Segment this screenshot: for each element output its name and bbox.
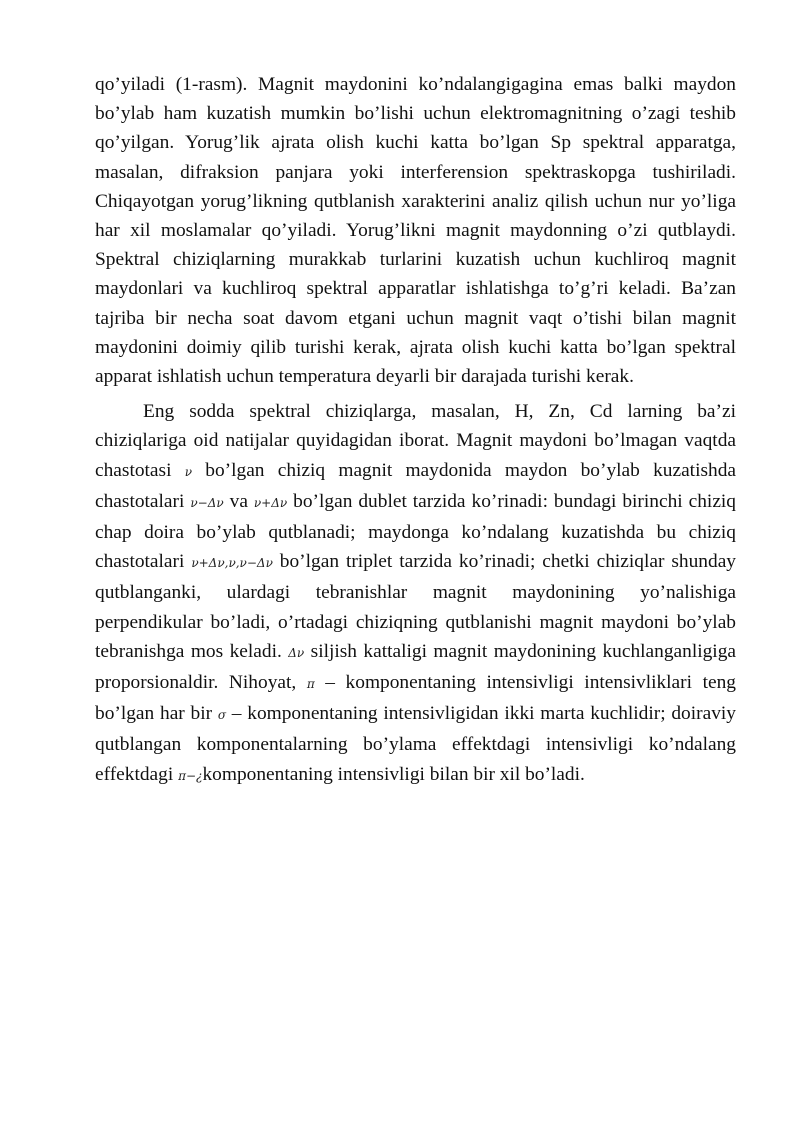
document-page (95, 70, 736, 791)
math-nu-minus-delta: ν−Δν (190, 495, 224, 510)
text-segment: va (223, 490, 254, 512)
math-triplet-frequencies: ν+Δν,ν,ν−Δν (191, 556, 273, 571)
text-segment: siljish kattaligi magnit maydonining kuchlanganligiga proporsionaldir. Nihoyat, (95, 640, 736, 694)
paragraph-zeeman-results (95, 397, 736, 791)
math-nu-plus-delta: ν+Δν (253, 495, 288, 510)
text-segment: bo’lgan triplet tarzida ko’rinadi; chetki chiziqlar shunday qutblanganki, ulardagi tebranishlar magnit maydonining yo’nalishiga perpendikular bo’ladi, o’rtadagi chiziqning qutblanishi magnit maydoni bo’ylab tebranishga mos keladi. (95, 551, 736, 662)
math-delta-nu: Δν (288, 645, 305, 660)
math-pi-component: π−¿ (178, 768, 203, 783)
paragraph-zeeman-setup: qo’yiladi (1-rasm). Magnit maydonini ko’ndalangigagina emas balki maydon bo’ylab ham kuzatish mumkin bo’lishi uchun elektromagnitning o’zagi teshib qo’yilgan. Yorug’lik ajrata olish kuchi katta bo’lgan Sp spektral apparatga, masalan, difraksion panjara yoki interferension spektraskopga tushiriladi. Chiqayotgan yorug’likning qutblanish xarakterini analiz qilish uchun nur yo’liga har xil moslamalar qo’yiladi. Yorug’likni magnit maydonning o’zi qutblaydi. Spektral chiziqlarning murakkab turlarini kuzatish uchun kuchliroq magnit maydonlari va kuchliroq spektral apparatlar ishlatishga to’g’ri keladi. Ba’zan tajriba bir necha soat davom etgani uchun magnit vaqt o’tishi bilan magnit maydonini doimiy qilib turishi kerak, ajrata olish kuchi katta bo’lgan spektral apparat ishlatish uchun temperatura deyarli bir darajada turishi kerak. (95, 74, 736, 388)
text-segment: Eng sodda spektral chiziqlarga, masalan, H, Zn, Cd larning ba’zi chiziqlariga oid natijalar quyidagidan iborat. Magnit maydoni bo’lmagan vaqtda chastotasi (95, 401, 736, 481)
text-segment: bo’lgan dublet tarzida ko’rinadi: bundagi birinchi chiziq chap doira bo’ylab qutblanadi; maydonga ko’ndalang kuzatishda bu chiziq chastotalari (95, 490, 737, 573)
math-nu: ν (184, 464, 193, 479)
text-segment: komponentaning intensivligi bilan bir xil bo’ladi. (202, 763, 585, 785)
text-segment: – komponentaning intensivligidan ikki marta kuchlidir; doiraviy qutblangan komponentalarning bo’ylama effektdagi intensivligi ko’ndalang effektdagi (95, 703, 736, 785)
text-segment: bo’lgan chiziq magnit maydonida maydon bo’ylab kuzatishda chastotalari (95, 459, 737, 512)
text-segment: – komponentaning intensivligi intensivliklari teng bo’lgan har bir (95, 672, 736, 725)
math-pi: π (306, 677, 315, 692)
math-sigma: σ (217, 708, 227, 723)
